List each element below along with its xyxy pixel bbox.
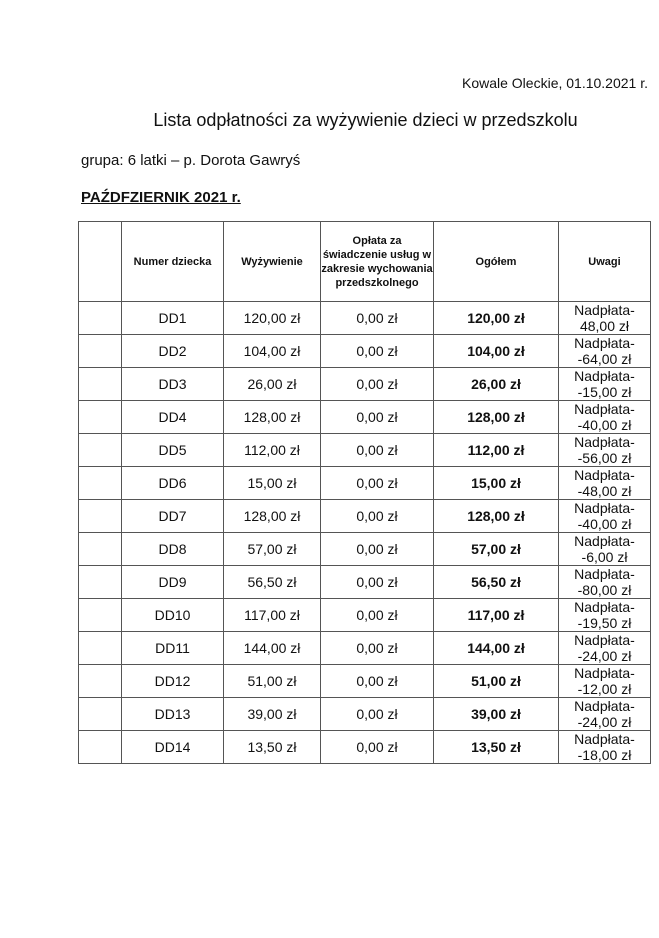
cell-service-fee: 0,00 zł	[321, 302, 434, 335]
cell-note: Nadpłata--64,00 zł	[559, 335, 651, 368]
document-title: Lista odpłatności za wyżywienie dzieci w przedszkolu	[153, 110, 578, 130]
cell-total: 112,00 zł	[434, 434, 559, 467]
table-row	[79, 401, 651, 434]
cell-empty	[79, 302, 122, 335]
cell-child-number: DD14	[122, 731, 224, 764]
cell-child-number: DD9	[122, 566, 224, 599]
cell-note: Nadpłata--19,50 zł	[559, 599, 651, 632]
place-and-date: Kowale Oleckie, 01.10.2021 r.	[461, 75, 648, 91]
cell-food: 15,00 zł	[224, 467, 321, 500]
cell-child-number: DD4	[122, 401, 224, 434]
cell-food: 26,00 zł	[224, 368, 321, 401]
cell-child-number: DD3	[122, 368, 224, 401]
cell-empty	[79, 434, 122, 467]
cell-note: Nadpłata-48,00 zł	[559, 302, 651, 335]
cell-total: 39,00 zł	[434, 698, 559, 731]
table-row	[79, 632, 651, 665]
cell-total: 104,00 zł	[434, 335, 559, 368]
cell-empty	[79, 368, 122, 401]
cell-child-number: DD5	[122, 434, 224, 467]
table-row	[79, 434, 651, 467]
cell-total: 128,00 zł	[434, 401, 559, 434]
cell-child-number: DD11	[122, 632, 224, 665]
table-row	[79, 566, 651, 599]
cell-empty	[79, 566, 122, 599]
header-total: Ogółem	[434, 222, 559, 302]
cell-food: 128,00 zł	[224, 401, 321, 434]
cell-total: 117,00 zł	[434, 599, 559, 632]
cell-total: 13,50 zł	[434, 731, 559, 764]
cell-empty	[79, 533, 122, 566]
cell-food: 112,00 zł	[224, 434, 321, 467]
cell-food: 13,50 zł	[224, 731, 321, 764]
cell-note: Nadpłata--6,00 zł	[559, 533, 651, 566]
cell-child-number: DD7	[122, 500, 224, 533]
cell-note: Nadpłata--80,00 zł	[559, 566, 651, 599]
cell-empty	[79, 599, 122, 632]
month-heading: PAŹDFZIERNIK 2021 r.	[81, 189, 241, 206]
cell-food: 51,00 zł	[224, 665, 321, 698]
cell-food: 117,00 zł	[224, 599, 321, 632]
header-notes: Uwagi	[559, 222, 651, 302]
cell-service-fee: 0,00 zł	[321, 698, 434, 731]
cell-food: 39,00 zł	[224, 698, 321, 731]
cell-empty	[79, 665, 122, 698]
cell-service-fee: 0,00 zł	[321, 632, 434, 665]
table-header-row	[79, 222, 651, 302]
table-body	[79, 302, 651, 764]
table-row	[79, 302, 651, 335]
cell-food: 120,00 zł	[224, 302, 321, 335]
fees-table	[78, 221, 651, 764]
group-info: grupa: 6 latki – p. Dorota Gawryś	[81, 152, 301, 169]
cell-food: 144,00 zł	[224, 632, 321, 665]
table-row	[79, 335, 651, 368]
cell-empty	[79, 698, 122, 731]
cell-child-number: DD8	[122, 533, 224, 566]
cell-service-fee: 0,00 zł	[321, 566, 434, 599]
table-row	[79, 467, 651, 500]
table-row	[79, 599, 651, 632]
cell-total: 120,00 zł	[434, 302, 559, 335]
cell-note: Nadpłata--40,00 zł	[559, 401, 651, 434]
cell-service-fee: 0,00 zł	[321, 467, 434, 500]
cell-empty	[79, 335, 122, 368]
cell-food: 104,00 zł	[224, 335, 321, 368]
cell-service-fee: 0,00 zł	[321, 599, 434, 632]
cell-service-fee: 0,00 zł	[321, 731, 434, 764]
cell-empty	[79, 731, 122, 764]
cell-food: 57,00 zł	[224, 533, 321, 566]
cell-child-number: DD2	[122, 335, 224, 368]
cell-food: 128,00 zł	[224, 500, 321, 533]
cell-total: 26,00 zł	[434, 368, 559, 401]
header-empty	[79, 222, 122, 302]
cell-child-number: DD12	[122, 665, 224, 698]
cell-note: Nadpłata--48,00 zł	[559, 467, 651, 500]
cell-total: 51,00 zł	[434, 665, 559, 698]
cell-total: 56,50 zł	[434, 566, 559, 599]
cell-note: Nadpłata--40,00 zł	[559, 500, 651, 533]
table-row	[79, 698, 651, 731]
table-row	[79, 731, 651, 764]
cell-child-number: DD10	[122, 599, 224, 632]
cell-total: 57,00 zł	[434, 533, 559, 566]
cell-service-fee: 0,00 zł	[321, 500, 434, 533]
cell-service-fee: 0,00 zł	[321, 368, 434, 401]
cell-empty	[79, 632, 122, 665]
cell-total: 128,00 zł	[434, 500, 559, 533]
cell-child-number: DD6	[122, 467, 224, 500]
cell-note: Nadpłata--24,00 zł	[559, 632, 651, 665]
cell-empty	[79, 401, 122, 434]
header-child-number: Numer dziecka	[122, 222, 224, 302]
cell-note: Nadpłata--15,00 zł	[559, 368, 651, 401]
cell-empty	[79, 467, 122, 500]
cell-note: Nadpłata--56,00 zł	[559, 434, 651, 467]
cell-child-number: DD1	[122, 302, 224, 335]
cell-note: Nadpłata--18,00 zł	[559, 731, 651, 764]
cell-service-fee: 0,00 zł	[321, 401, 434, 434]
table-row	[79, 368, 651, 401]
header-service-fee: Opłata za świadczenie usług w zakresie wychowania przedszkolnego	[321, 222, 434, 302]
cell-service-fee: 0,00 zł	[321, 434, 434, 467]
cell-total: 144,00 zł	[434, 632, 559, 665]
cell-empty	[79, 500, 122, 533]
cell-note: Nadpłata--24,00 zł	[559, 698, 651, 731]
cell-service-fee: 0,00 zł	[321, 335, 434, 368]
header-food: Wyżywienie	[224, 222, 321, 302]
cell-service-fee: 0,00 zł	[321, 533, 434, 566]
cell-food: 56,50 zł	[224, 566, 321, 599]
cell-total: 15,00 zł	[434, 467, 559, 500]
cell-service-fee: 0,00 zł	[321, 665, 434, 698]
table-row	[79, 533, 651, 566]
cell-child-number: DD13	[122, 698, 224, 731]
table-row	[79, 665, 651, 698]
cell-note: Nadpłata--12,00 zł	[559, 665, 651, 698]
table-row	[79, 500, 651, 533]
